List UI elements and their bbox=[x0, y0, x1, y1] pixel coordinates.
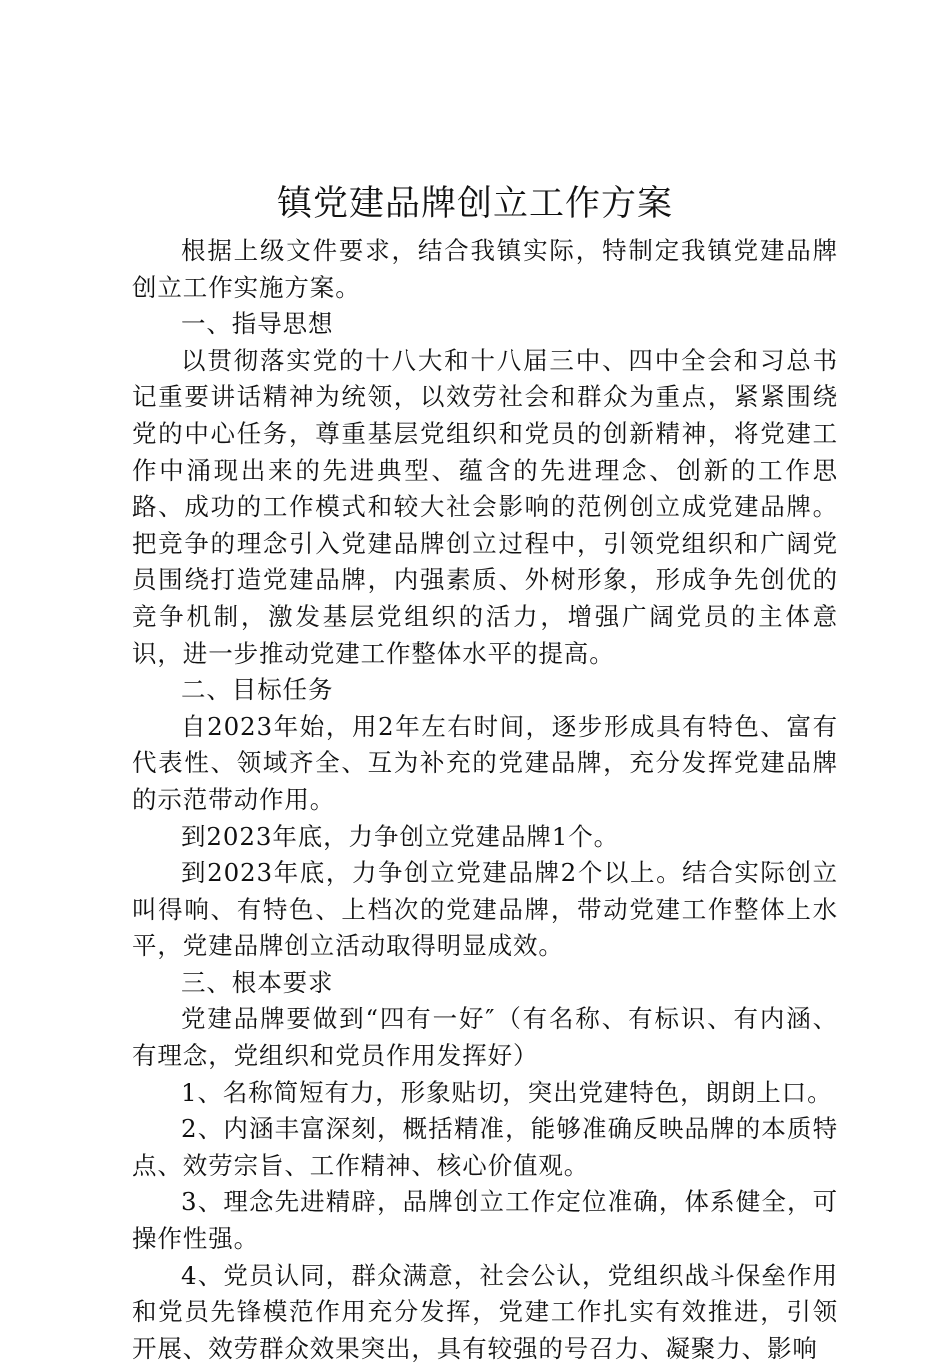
requirement-item-3: 3、理念先进精辟，品牌创立工作定位准确，体系健全，可操作性强。 bbox=[132, 1187, 838, 1254]
requirement-item-1: 1、名称简短有力，形象贴切，突出党建特色，朗朗上口。 bbox=[181, 1077, 833, 1107]
requirement-item-2: 2、内涵丰富深刻，概括精准，能够准确反映品牌的本质特点、效劳宗旨、工作精神、核心价值观。 bbox=[132, 1114, 838, 1180]
goals-target-1: 到2023年底，力争创立党建品牌1个。 bbox=[181, 821, 620, 851]
section-heading-guiding-ideology: 一、指导思想 bbox=[181, 309, 334, 339]
requirements-paragraph: 党建品牌要做到“四有一好″（有名称、有标识、有内涵、有理念，党组织和党员作用发挥好） bbox=[132, 1004, 838, 1071]
guiding-ideology-paragraph: 以贯彻落实党的十八大和十八届三中、四中全会和习总书记重要讲话精神为统领，以效劳社会和群众为重点，紧紧围绕党的中心任务，尊重基层党组织和党员的创新精神，将党建工作中涌现出来的先进典型、蕴含的先进理念、创新的工作思路、成功的工作模式和较大社会影响的范例创立成党建品牌。把竞争的理念引入党建品牌创立过程中，引领党组织和广阔党员围绕打造党建品牌，内强素质、外树形象，形成争先创优的竞争机制，激发基层党组织的活力，增强广阔党员的主体意识，进一步推动党建工作整体水平的提高。 bbox=[132, 345, 838, 668]
section-heading-requirements: 三、根本要求 bbox=[181, 967, 334, 997]
goals-target-2: 到2023年底，力争创立党建品牌2个以上。结合实际创立叫得响、有特色、上档次的党建品牌，带动党建工作整体上水平，党建品牌创立活动取得明显成效。 bbox=[132, 858, 838, 961]
goals-paragraph: 自2023年始，用2年左右时间，逐步形成具有特色、富有代表性、领域齐全、互为补充的党建品牌，充分发挥党建品牌的示范带动作用。 bbox=[132, 711, 838, 814]
document-title: 镇党建品牌创立工作方案 bbox=[276, 184, 673, 224]
section-heading-goals: 二、目标任务 bbox=[181, 675, 334, 705]
document-body bbox=[132, 233, 838, 1367]
requirement-item-4: 4、党员认同，群众满意，社会公认，党组织战斗保垒作用和党员先锋模范作用充分发挥，党建工作扎实有效推进，引领开展、效劳群众效果突出，具有较强的号召力、凝聚力、影响 bbox=[132, 1260, 838, 1363]
intro-paragraph: 根据上级文件要求，结合我镇实际，特制定我镇党建品牌创立工作实施方案。 bbox=[132, 236, 838, 302]
